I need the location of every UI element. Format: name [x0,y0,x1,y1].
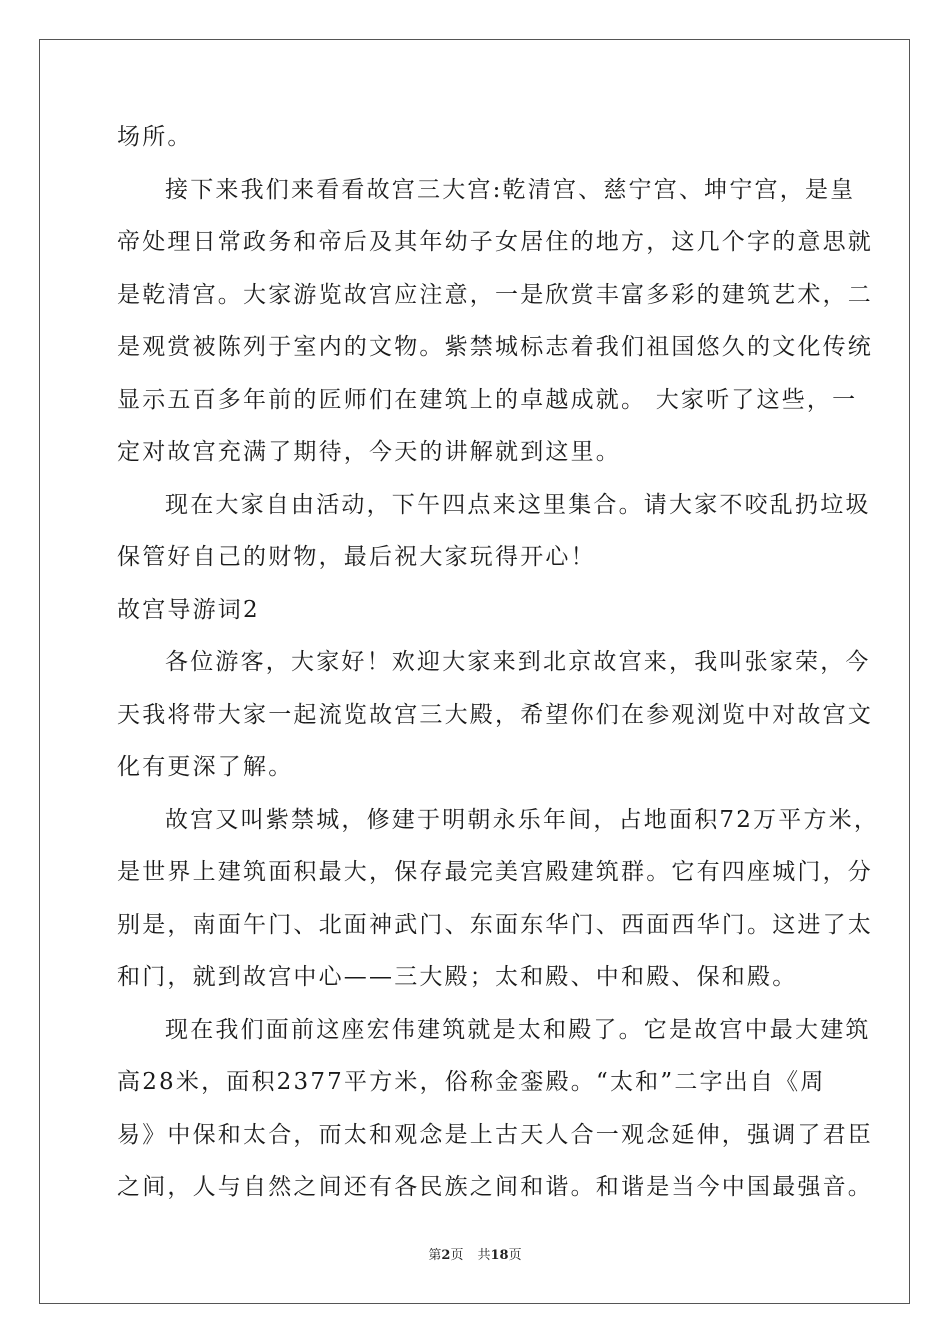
total-prefix: 共 [477,1248,491,1263]
text-line: 是世界上建筑面积最大，保存最完美宫殿建筑群。它有四座城门，分 [117,859,873,885]
text-line: 各位游客，大家好！欢迎大家来到北京故宫来，我叫张家荣，今 [165,649,871,675]
text-line: 天我将带大家一起流览故宫三大殿，希望你们在参观浏览中对故宫文 [117,701,873,728]
text-line: 显示五百多年前的匠师们在建筑上的卓越成就。 大家听了这些，一 [117,386,858,413]
text-line: 现在我们面前这座宏伟建筑就是太和殿了。它是故宫中最大建筑 [165,1016,871,1043]
text-line: 之间，人与自然之间还有各民族之间和谐。和谐是当今中国最强音。 [117,1174,873,1200]
page-number: 2 [441,1248,451,1263]
page-suffix: 页 [450,1248,464,1263]
total-suffix: 页 [508,1248,522,1263]
text-line: 是观赏被陈列于室内的文物。紫禁城标志着我们祖国悠久的文化传统 [117,334,873,360]
text-line: 保管好自己的财物，最后祝大家玩得开心！ [117,544,596,570]
text-line: 化有更深了解。 [117,754,294,780]
text-line: 和门，就到故宫中心——三大殿；太和殿、中和殿、保和殿。 [117,964,798,990]
text-line: 易》中保和太合，而太和观念是上古天人合一观念延伸，强调了君臣 [117,1121,873,1148]
text-line: 接下来我们来看看故宫三大宫:乾清宫、慈宁宫、坤宁宫，是皇 [165,176,856,203]
text-line: 现在大家自由活动，下午四点来这里集合。请大家不咬乱扔垃圾 [165,491,871,518]
document-body [117,124,880,1227]
text-line: 定对故宫充满了期待，今天的讲解就到这里。 [117,439,621,465]
text-line: 故宫又叫紫禁城，修建于明朝永乐年间，占地面积72万平方米， [165,806,880,833]
page-prefix: 第 [428,1248,442,1263]
total-pages: 18 [490,1248,509,1263]
text-line: 高28米，面积2377平方米，俗称金銮殿。“太和”二字出自《周 [117,1069,826,1095]
text-line: 帝处理日常政务和帝后及其年幼子女居住的地方，这几个字的意思就 [117,229,873,255]
text-line: 场所。 [117,124,193,150]
text-line: 别是，南面午门、北面神武门、东面东华门、西面西华门。这进了太 [117,911,873,938]
section-heading: 故宫导游词2 [117,596,260,623]
page-footer [0,1248,950,1264]
text-line: 是乾清宫。大家游览故宫应注意，一是欣赏丰富多彩的建筑艺术，二 [117,281,873,308]
